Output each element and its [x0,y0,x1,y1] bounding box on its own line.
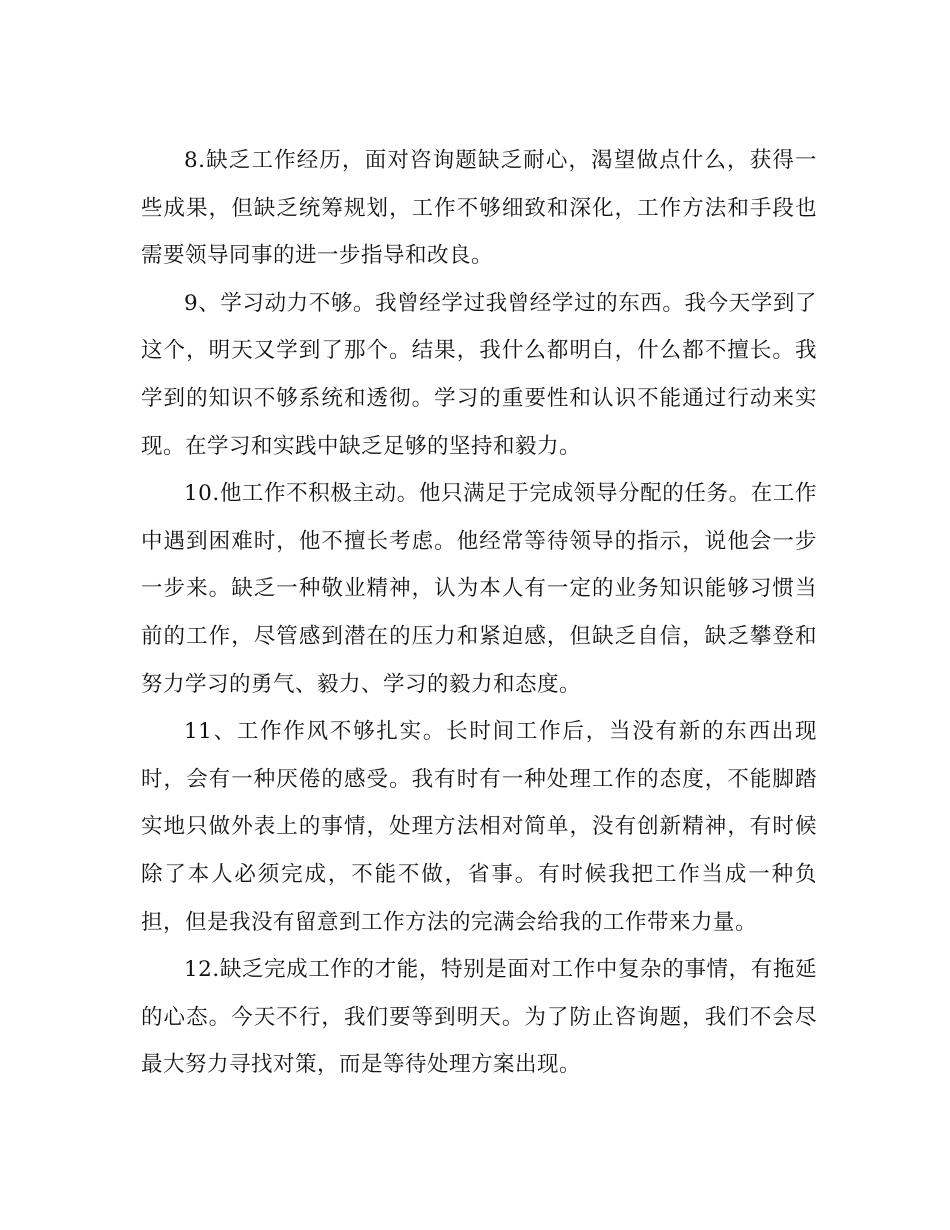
paragraph-11: 11、工作作风不够扎实。长时间工作后，当没有新的东西出现时，会有一种厌倦的感受。我有时有一种处理工作的态度，不能脚踏实地只做外表上的事情，处理方法相对简单，没有创新精神，有时候除了本人必须完成，不能不做，省事。有时候我把工作当成一种负担，但是我没有留意到工作方法的完满会给我的工作带来力量。 [141,719,817,935]
paragraph-10: 10.他工作不积极主动。他只满足于完成领导分配的任务。在工作中遇到困难时，他不擅长考虑。他经常等待领导的指示，说他会一步一步来。缺乏一种敬业精神，认为本人有一定的业务知识能够习惯当前的工作，尽管感到潜在的压力和紧迫感，但缺乏自信，缺乏攀登和努力学习的勇气、毅力、学习的毅力和态度。 [141,481,817,697]
paragraph-9: 9、学习动力不够。我曾经学过我曾经学过的东西。我今天学到了这个，明天又学到了那个。结果，我什么都明白，什么都不擅长。我学到的知识不够系统和透彻。学习的重要性和认识不能通过行动来实现。在学习和实践中缺乏足够的坚持和毅力。 [141,290,817,459]
paragraph-8: 8.缺乏工作经历，面对咨询题缺乏耐心，渴望做点什么，获得一些成果，但缺乏统筹规划，工作不够细致和深化，工作方法和手段也需要领导同事的进一步指导和改良。 [141,148,817,269]
paragraph-12: 12.缺乏完成工作的才能，特别是面对工作中复杂的事情，有拖延的心态。今天不行，我们要等到明天。为了防止咨询题，我们不会尽最大努力寻找对策，而是等待处理方案出现。 [141,957,817,1078]
document-body [141,137,817,1089]
